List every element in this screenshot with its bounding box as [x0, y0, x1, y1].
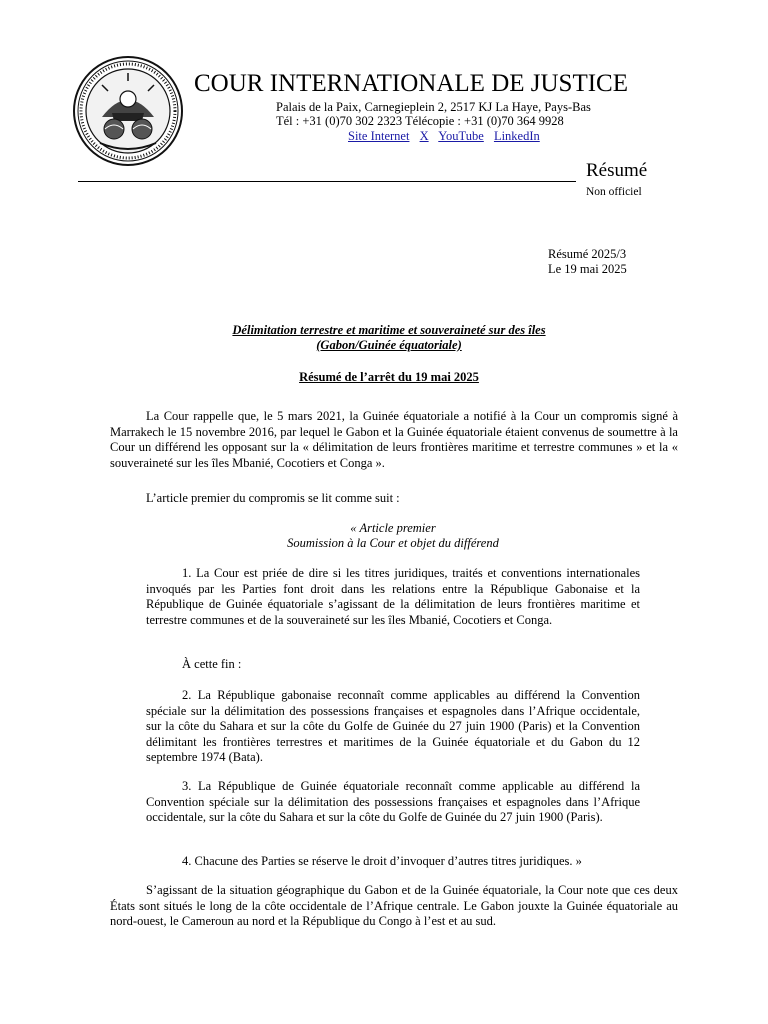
reference-date: Le 19 mai 2025: [548, 262, 627, 276]
article-clause-2: 2. La République gabonaise reconnaît comme applicables au différend la Convention spéciale sur la délimitation des possessions françaises et espagnoles dans l’Afrique occidentale, sur la côte du Sahara et sur la côte du Golfe de Guinée du 27 juin 1900 (Paris) et la Convention délimitant les frontières terrestres et maritimes de la Guinée équatoriale et du Gabon du 12 septembre 1974 (Bata).: [146, 688, 640, 765]
article-clause-intro: À cette fin :: [182, 657, 242, 671]
phone-line: Tél : +31 (0)70 302 2323 Télécopie : +31 (0)70 364 9928: [276, 114, 564, 128]
article-clause-1: 1. La Cour est priée de dire si les titres juridiques, traités et conventions internationales invoqués par les Parties font droit dans les relations entre la République Gabonaise et la République de Guinée équatoriale s’agissant de la délimitation de leurs frontières maritime et terrestre communes et de la souveraineté sur les îles Mbanié, Cocotiers et Conga.: [146, 566, 640, 627]
org-name: COUR INTERNATIONALE DE JUSTICE: [194, 70, 628, 97]
article-title: « Article premier: [350, 521, 436, 535]
link-youtube[interactable]: YouTube: [438, 129, 484, 143]
case-title-line1: Délimitation terrestre et maritime et souveraineté sur des îles: [232, 323, 546, 337]
judgment-title: Résumé de l’arrêt du 19 mai 2025: [299, 370, 479, 384]
reference-number: Résumé 2025/3: [548, 247, 627, 261]
link-x[interactable]: X: [419, 129, 429, 143]
paragraph-article-lead: L’article premier du compromis se lit comme suit :: [146, 491, 400, 505]
paragraph-geography: S’agissant de la situation géographique du Gabon et de la Guinée équatoriale, la Cour note que ces deux États sont situés le long de la côte occidentale de l’Afrique centrale. Le Gabon jouxte la Guinée équatoriale au nord-ouest, le Cameroun au nord et la République du Congo à l’est et au sud.: [110, 883, 678, 929]
article-clause-3: 3. La République de Guinée équatoriale reconnaît comme applicable au différend la Convention spéciale sur la délimitation des possessions françaises et espagnoles dans l’Afrique occidentale, sur la côte du Sahara et sur la côte du Golfe de Guinée du 27 juin 1900 (Paris).: [146, 779, 640, 825]
court-seal-icon: [72, 55, 184, 167]
paragraph-intro: La Cour rappelle que, le 5 mars 2021, la Guinée équatoriale a notifié à la Cour un compromis signé à Marrakech le 15 novembre 2016, par lequel le Gabon et la Guinée équatoriale étaient convenus de soumettre à la Cour un différend les opposant sur la « délimitation de leurs frontières maritime et terrestre communes » et la « souveraineté sur les îles Mbanié, Cocotiers et Conga ».: [110, 409, 678, 470]
link-site-internet[interactable]: Site Internet: [348, 129, 410, 143]
doc-type-label: Résumé: [586, 160, 648, 181]
article-clause-4: 4. Chacune des Parties se réserve le droit d’invoquer d’autres titres juridiques. »: [182, 854, 582, 868]
header-rule: [78, 181, 576, 182]
doc-status: Non officiel: [586, 186, 642, 198]
address-line: Palais de la Paix, Carnegieplein 2, 2517 KJ La Haye, Pays-Bas: [276, 100, 591, 114]
article-subtitle: Soumission à la Cour et objet du différend: [287, 536, 499, 550]
link-linkedin[interactable]: LinkedIn: [493, 129, 540, 143]
case-title-line2: (Gabon/Guinée équatoriale): [316, 338, 462, 352]
header-links: [348, 129, 547, 144]
